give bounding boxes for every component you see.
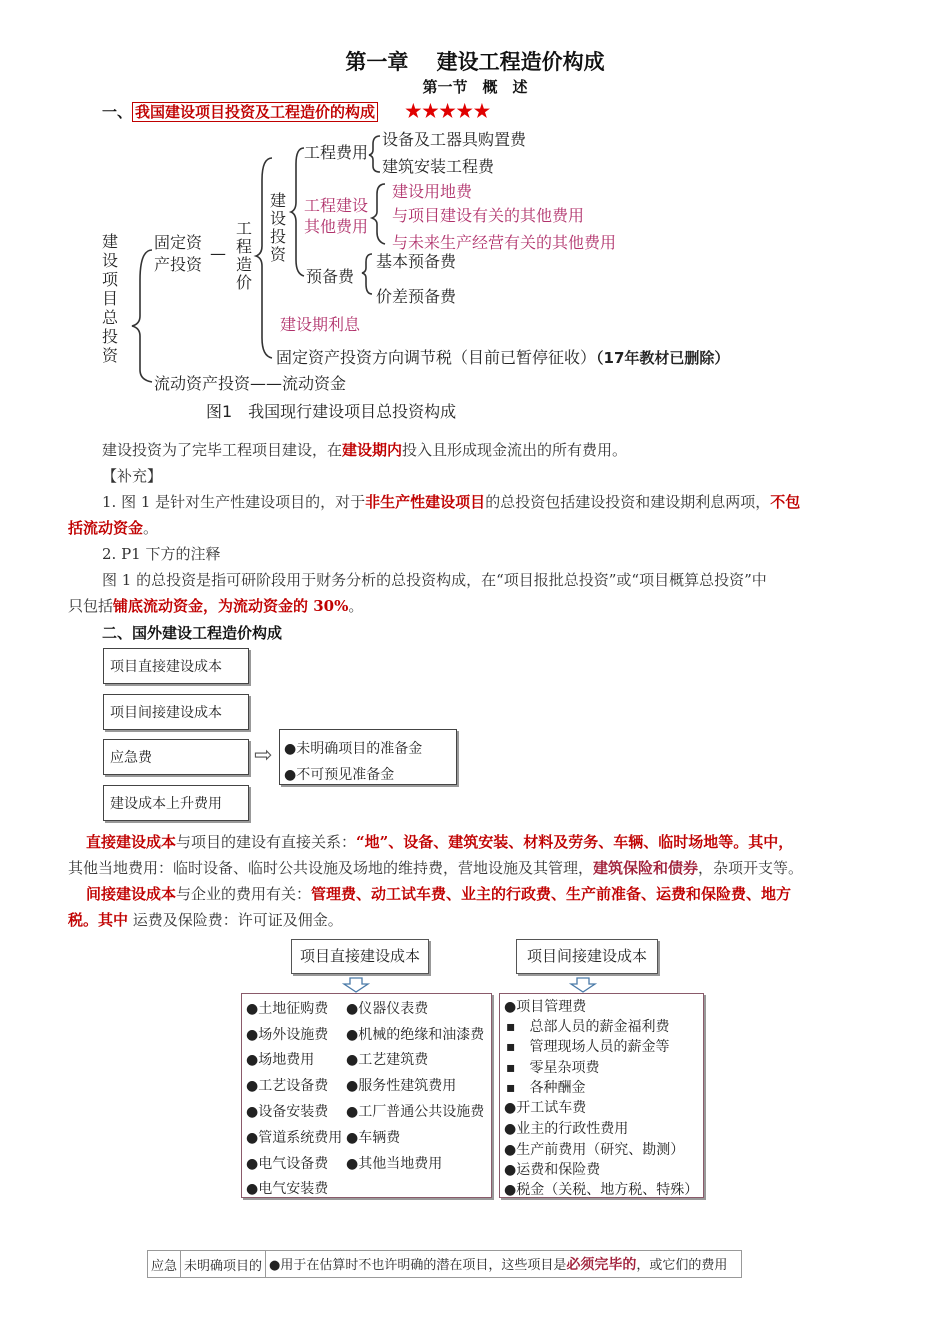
p2-highlight-d: 不包 xyxy=(770,493,801,511)
box-indirect-cost xyxy=(103,694,249,730)
paragraph-construction-investment xyxy=(102,437,627,463)
box-contingency-label: 应急费 xyxy=(110,750,152,766)
p4-text-b: 只包括 xyxy=(68,597,114,615)
box-contingency-detail xyxy=(279,729,457,785)
paragraph-note-2-body xyxy=(68,567,880,619)
chapter-name: 建设工程造价构成 xyxy=(436,49,605,74)
diagram-caption: 图1 我国现行建设项目总投资构成 xyxy=(206,402,457,421)
box-contingency xyxy=(103,739,249,775)
indirect-item: ●项目管理费 xyxy=(504,999,587,1015)
p5-highlight-a: 直接建设成本 xyxy=(86,833,177,851)
diagram-other-fee xyxy=(304,195,368,237)
diagram-interest: 建设期利息 xyxy=(280,315,361,334)
diagram-basic-reserve: 基本预备费 xyxy=(376,252,457,271)
box-indirect-cost-label: 项目间接建设成本 xyxy=(110,705,222,721)
direct-item: ●管道系统费用 xyxy=(246,1130,343,1146)
indirect-item: ▪ 管理现场人员的薪金等 xyxy=(506,1039,670,1055)
chapter-title xyxy=(0,46,950,76)
diagram-tax xyxy=(276,345,729,368)
diagram-future-fee: 与未来生产经营有关的其他费用 xyxy=(392,233,617,252)
direct-item: ●车辆费 xyxy=(346,1130,401,1146)
p5-text-d: 其他当地费用：临时设备、临时公共设施及场地的维持费，营地设施及其管理， xyxy=(68,859,594,877)
other-fee-line1: 工程建设 xyxy=(304,196,369,215)
header-indirect-cost: 项目间接建设成本 xyxy=(516,939,658,974)
direct-item: ●仪器仪表费 xyxy=(346,1001,429,1017)
diagram-related-fee: 与项目建设有关的其他费用 xyxy=(392,206,585,225)
diagram-current-asset: 流动资产投资——流动资金 xyxy=(154,374,347,393)
fixed-asset-line1: 固定资 xyxy=(154,233,203,252)
p4-highlight: 铺底流动资金，为流动资金的 30% xyxy=(113,597,349,615)
indirect-item: ●生产前费用（研究、勘测） xyxy=(504,1142,685,1158)
p2-text-f: 。 xyxy=(143,519,159,537)
diagram-equipment-fee: 设备及工器具购置费 xyxy=(382,130,527,149)
p1-text-c: 投入且形成现金流出的所有费用。 xyxy=(402,441,628,459)
contingency-item-2: ●不可预见准备金 xyxy=(284,767,395,783)
p6-highlight-c: 管理费、动工试车费、业主的行政费、生产前准备、运费和保险费、地方 xyxy=(311,885,792,903)
indirect-item: ●运费和保险费 xyxy=(504,1162,601,1178)
desc-text-a: ●用于在估算时不也许明确的潜在项目，这些项目是 xyxy=(269,1258,567,1273)
heading-1-number: 一、 xyxy=(102,103,133,121)
heading-2: 二、国外建设工程造价构成 xyxy=(102,624,283,642)
arrow-right-icon: ⇨ xyxy=(254,743,273,768)
box-escalation-label: 建设成本上升费用 xyxy=(110,796,222,812)
tax-text: 固定资产投资方向调节税（目前已暂停征收） xyxy=(276,348,597,367)
direct-item: ●设备安装费 xyxy=(246,1104,329,1120)
diagram-building-fee: 建筑安装工程费 xyxy=(382,157,495,176)
indirect-item: ▪ 零星杂项费 xyxy=(506,1060,600,1076)
diagram-engineering-fee: 工程费用 xyxy=(304,143,369,162)
direct-item: ●其他当地费用 xyxy=(346,1156,443,1172)
direct-item: ●电气安装费 xyxy=(246,1181,329,1197)
diagram-reserve: 预备费 xyxy=(306,267,355,286)
diagram-fixed-asset-investment xyxy=(154,232,202,276)
direct-item: ●工艺设备费 xyxy=(246,1078,329,1094)
fixed-asset-line2: 产投资 xyxy=(154,255,203,274)
diagram-price-reserve: 价差预备费 xyxy=(376,287,457,306)
p5-highlight-c: “地”、设备、建筑安装、材料及劳务、车辆、临时场地等。其中， xyxy=(356,833,794,851)
direct-item: ●场地费用 xyxy=(246,1052,315,1068)
p4-text-d: 。 xyxy=(348,597,364,615)
heading-1 xyxy=(102,101,491,122)
indirect-item: ▪ 各种酬金 xyxy=(506,1080,586,1096)
box-escalation xyxy=(103,785,249,821)
p4-text-a: 图 1 的总投资是指可研阶段用于财务分析的总投资构成，在“项目报批总投资”或“项目概算总投资”中 xyxy=(102,571,767,589)
section-title: 第一节 概 述 xyxy=(422,78,528,96)
direct-item: ●电气设备费 xyxy=(246,1156,329,1172)
direct-item: ●土地征购费 xyxy=(246,1001,329,1017)
diagram-engineering-cost: 工程造价 xyxy=(236,219,253,292)
direct-item: ●场外设施费 xyxy=(246,1027,329,1043)
diagram-construction-investment: 建设投资 xyxy=(270,191,287,264)
p6-text-e: 运费及保险费：许可证及佣金。 xyxy=(128,911,343,929)
desc-text-c: ，或它们的费用 xyxy=(636,1258,728,1273)
diagram-total-investment: 建设项目总投资 xyxy=(102,232,119,365)
direct-item: ●机械的绝缘和油漆费 xyxy=(346,1027,485,1043)
indirect-item: ▪ 总部人员的薪金福利费 xyxy=(506,1019,670,1035)
p1-text-a: 建设投资为了完毕工程项目建设，在 xyxy=(102,441,343,459)
paragraph-note-1 xyxy=(68,489,880,541)
heading-1-text: 我国建设项目投资及工程造价的构成 xyxy=(132,102,378,122)
p2-text-a: 1. 图 1 是针对生产性建设项目的，对于 xyxy=(102,493,366,511)
indirect-item: ●开工试车费 xyxy=(504,1100,587,1116)
table-cell-description xyxy=(266,1251,742,1278)
table-row xyxy=(148,1251,742,1278)
table-cell-category: 应急 xyxy=(148,1251,181,1278)
chapter-number: 第一章 xyxy=(345,49,409,74)
diagram-dash: — xyxy=(210,244,226,263)
contingency-table xyxy=(147,1250,742,1278)
supplement-label: 【补充】 xyxy=(102,467,163,485)
diagram-land-fee: 建设用地费 xyxy=(392,182,473,201)
p2-text-c: 的总投资包括建设投资和建设期利息两项， xyxy=(485,493,771,511)
box-direct-cost-label: 项目直接建设成本 xyxy=(110,659,222,675)
p2-highlight-b: 非生产性建设项目 xyxy=(365,493,486,511)
p5-text-b: 与项目的建设有直接关系： xyxy=(176,833,357,851)
indirect-cost-list xyxy=(499,993,704,1198)
rating-stars: ★★★★★ xyxy=(405,101,491,122)
direct-item: ●工厂普通公共设施费 xyxy=(346,1104,485,1120)
p2-highlight-e: 括流动资金 xyxy=(68,519,144,537)
p5-highlight-e: 建筑保险和债券 xyxy=(593,859,699,877)
direct-cost-list xyxy=(241,993,492,1198)
tax-note: （17年教材已删除） xyxy=(596,349,730,367)
indirect-item: ●业主的行政性费用 xyxy=(504,1121,629,1137)
desc-highlight: 必须完毕的 xyxy=(566,1257,637,1273)
contingency-item-1: ●未明确项目的准备金 xyxy=(284,741,423,757)
paragraph-note-2: 2. P1 下方的注释 xyxy=(102,545,221,563)
p6-highlight-d: 税。其中 xyxy=(68,911,129,929)
box-direct-cost xyxy=(103,648,249,684)
direct-item: ●服务性建筑费用 xyxy=(346,1078,457,1094)
header-direct-cost: 项目直接建设成本 xyxy=(291,939,429,974)
p6-text-b: 与企业的费用有关： xyxy=(176,885,312,903)
direct-item: ●工艺建筑费 xyxy=(346,1052,429,1068)
p1-highlight: 建设期内 xyxy=(342,441,403,459)
table-cell-item: 未明确项目的 xyxy=(181,1251,266,1278)
indirect-item: ●税金（关税、地方税、特殊） xyxy=(504,1182,699,1198)
paragraph-direct-cost xyxy=(68,829,884,881)
p6-highlight-a: 间接建设成本 xyxy=(86,885,177,903)
other-fee-line2: 其他费用 xyxy=(304,217,369,236)
paragraph-indirect-cost xyxy=(68,881,884,933)
p5-text-f: ，杂项开支等。 xyxy=(698,859,804,877)
